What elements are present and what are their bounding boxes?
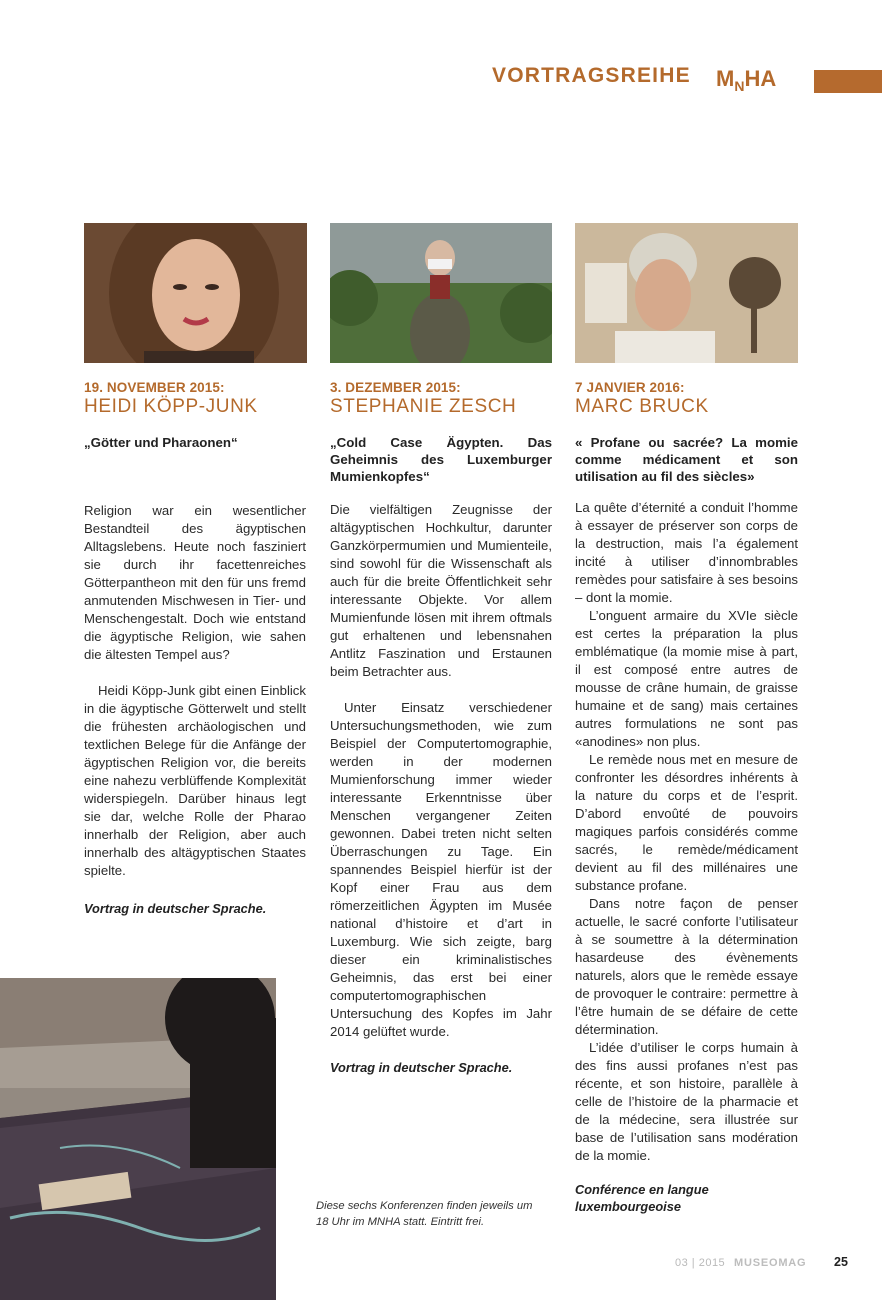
- column-stephanie: [330, 380, 552, 1076]
- speaker-photo-heidi: [84, 223, 307, 363]
- event-date: 3. DEZEMBER 2015:: [330, 380, 461, 395]
- header-accent-bar: [814, 70, 882, 93]
- series-title: VORTRAGSREIHE: [492, 64, 691, 87]
- body-paragraph: Heidi Köpp-Junk gibt einen Einblick in die ägyptische Götterwelt und stellt die frühesten archäologischen und textlichen Belege für die Anfänge der ägyptischen Religion vor, die bereits eine nahezu verblüffende Komplexität widerspiegeln. Darüber hinaus legt sie dar, welche Rolle der Pharao innerhalb der Religion, aber auch innerhalb des altägyptischen Staates spielte.: [84, 683, 306, 878]
- body-paragraph: Religion war ein wesentlicher Bestandteil des ägyptischen Alltagslebens. Heute noch fasziniert sie durch ihr facettenreiches Götterpantheon mit den für uns fremd anmutenden Mischwesen in Tier- und Menschengestalt. Doch wie entstand die ägyptische Religion, wie sahen die ältesten Tempel aus?: [84, 503, 306, 662]
- column-marc: [575, 380, 798, 1215]
- speaker-name: HEIDI KÖPP-JUNK: [84, 396, 258, 417]
- mnha-logo: $M_NHA$: [716, 66, 777, 94]
- language-note: Vortrag in deutscher Sprache.: [84, 901, 267, 916]
- body-paragraph: Le remède nous met en mesure de confronter les désordres inhérents à la nature du corps et de l’esprit. D’abord envoûté de pouvoirs magiques parfois considérés comme sacrés, le remède/médicament devient au fil des millénaires une substance profane.: [575, 752, 798, 893]
- issue-number: 03 | 2015: [675, 1257, 726, 1269]
- speaker-name: STEPHANIE ZESCH: [330, 396, 517, 417]
- event-date: 7 JANVIER 2016:: [575, 380, 685, 395]
- page-number: 25: [834, 1255, 848, 1269]
- language-note: Conférence en langue luxembourgeoise: [575, 1182, 709, 1214]
- talk-title: „Götter und Pharaonen“: [84, 435, 238, 450]
- language-note: Vortrag in deutscher Sprache.: [330, 1060, 513, 1075]
- body-paragraph: L’idée d’utiliser le corps humain à des fins aussi profanes n’est pas récente, et son histoire, parallèle à celle de l’histoire de la pharmacie et de la médecine, sera illustrée sur base de l’utilisation sans modération de la momie.: [575, 1040, 798, 1163]
- column-heidi: [84, 380, 306, 917]
- event-date: 19. NOVEMBER 2015:: [84, 380, 225, 395]
- magazine-name: MUSEOMAG: [734, 1257, 807, 1269]
- body-paragraph: Unter Einsatz verschiedener Untersuchungsmethoden, wie zum Beispiel der Computertomographie, werden in der modernen Mumienforschung immer wieder interessante Erkenntnisse über Menschen vergangener Zeiten gewonnen. Dabei treten nicht selten Überraschungen zu Tage. Ein spannendes Beispiel hierfür ist der Kopf einer Frau aus dem römerzeitlichen Ägypten im Musée national d’histoire et d’art in Luxemburg. Wie sich zeigte, barg dieser ein kriminalistisches Geheimnis, das erst bei einer computertomographischen Untersuchung des Kopfes im Jahr 2014 gelüftet wurde.: [330, 700, 552, 1039]
- body-paragraph: La quête d’éternité a conduit l’homme à essayer de préserver son corps de la destruction, mais l’a également incité à utiliser d’innombrables remèdes pour satisfaire à ses besoins – dont la momie.: [575, 500, 798, 605]
- talk-title: „Cold Case Ägypten. Das Geheimnis des Luxemburger Mumienkopfes“: [330, 435, 552, 484]
- body-paragraph: L’onguent armaire du XVIe siècle est certes la préparation la plus emblématique (la momie mise à part, il est composé entre autres de mousse de crâne humain, de graisse humaine et de sang) mais certaines autres formulations ne sont pas «anodines» non plus.: [575, 608, 798, 749]
- speaker-photo-stephanie: [330, 223, 552, 363]
- speaker-photo-marc: [575, 223, 798, 363]
- museum-vitrine-photo: [0, 978, 276, 1300]
- conference-note: Diese sechs Konferenzen finden jeweils um 18 Uhr im MNHA statt. Eintritt frei.: [316, 1200, 533, 1228]
- body-paragraph: Die vielfältigen Zeugnisse der altägyptischen Hochkultur, darunter Ganzkörpermumien und Mumienteile, sind sowohl für die Wissenschaft als auch für die breite Öffentlichkeit sehr interessante Objekte. Vor allem Mumienfunde lösen mit ihrem oftmals gut erhaltenen und lebensnahen Antlitz Faszination und Erstaunen beim Betrachter aus.: [330, 502, 552, 679]
- speaker-name: MARC BRUCK: [575, 396, 709, 417]
- talk-title: « Profane ou sacrée? La momie comme médicament et son utilisation au fil des siècles»: [575, 435, 798, 484]
- body-paragraph: Dans notre façon de penser actuelle, le sacré conforte l’utilisateur à se soumettre à la détermination hasardeuse des évènements naturels, alors que le remède essaye de provoquer le contraire: permettre à l’être humain de se défaire de cette détermination.: [575, 896, 798, 1037]
